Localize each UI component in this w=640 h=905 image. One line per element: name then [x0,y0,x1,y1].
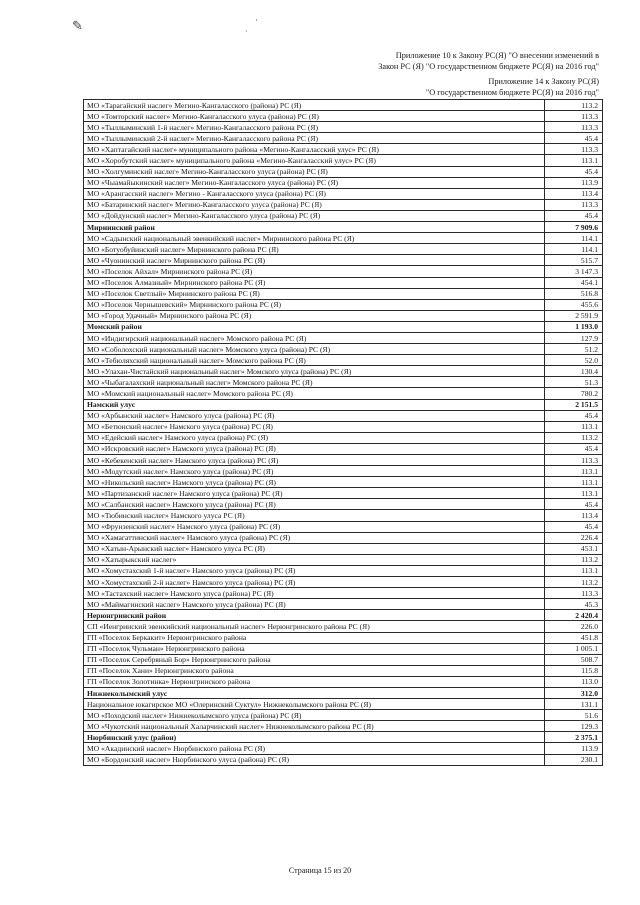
municipality-name-cell: МО «Момский национальный наслег» Момского района РС (Я) [84,388,545,399]
table-row [84,355,603,366]
district-total-row [84,732,603,743]
table-row [84,388,603,399]
page-number: Страница 15 из 20 [288,866,352,875]
municipality-name-cell: МО «Индигирский национальный наслег» Момского района РС (Я) [84,332,545,343]
municipality-name-cell: МО «Арангасский наслег» Мегино - Кангаласского улуса (района) РС (Я) [84,188,545,199]
amount-cell: 780.2 [545,388,603,399]
budget-allocation-table [83,99,603,766]
municipality-name-cell: ГП «Поселок Беркакит» Нерюнгринского района [84,632,545,643]
table-row [84,455,603,466]
amount-cell: 515.7 [545,255,603,266]
amount-cell: 114.1 [545,233,603,244]
district-total-row [84,687,603,698]
amount-cell: 2 375.1 [545,732,603,743]
table-row [84,233,603,244]
amount-cell: 3 147.3 [545,266,603,277]
table-row [84,488,603,499]
table-row [84,377,603,388]
amount-cell: 113.3 [545,199,603,210]
municipality-name-cell: МО «Город Удачный» Мирнинского района РС (Я) [84,310,545,321]
amount-cell: 113.3 [545,588,603,599]
amount-cell: 113.0 [545,676,603,687]
amount-cell: 113.1 [545,421,603,432]
municipality-name-cell: ГП «Поселок Хани» Нерюнгринского района [84,665,545,676]
municipality-name-cell: МО «Томторский наслег» Мегино-Кангаласского улуса (района) РС (Я) [84,111,545,122]
amount-cell: 45.3 [545,599,603,610]
municipality-name-cell: Национальное юкагирское МО «Олеринский Суктул» Нижнеколымского района РС (Я) [84,699,545,710]
table-row [84,699,603,710]
table-row [84,632,603,643]
amount-cell: 131.1 [545,699,603,710]
municipality-name-cell: Нерюнгринский район [84,610,545,621]
amount-cell: 453.1 [545,543,603,554]
amount-cell: 312.0 [545,687,603,698]
table-row [84,543,603,554]
amount-cell: 45.4 [545,499,603,510]
appendix-subheader-line: "О государственном бюджете РС(Я) на 2016 год" [425,88,599,97]
table-row [84,344,603,355]
municipality-name-cell: МО «Чыбагалахский национальный наслег» Момского района РС (Я) [84,377,545,388]
municipality-name-cell: Нижнеколымский улус [84,687,545,698]
municipality-name-cell: МО «Акадинский наслег» Нюрбинского района РС (Я) [84,743,545,754]
municipality-name-cell: МО «Чыамайыкинский наслег» Мегино-Кангаласского улуса (района) РС (Я) [84,177,545,188]
amount-cell: 45.4 [545,133,603,144]
amount-cell: 45.4 [545,410,603,421]
amount-cell: 1 193.0 [545,321,603,332]
table-row [84,133,603,144]
amount-cell: 113.3 [545,111,603,122]
municipality-name-cell: МО «Тыллыминский 2-й наслег» Мегино-Кангаласского района РС (Я) [84,133,545,144]
municipality-name-cell: ГП «Поселок Серебряный Бор» Нерюнгринского района [84,654,545,665]
municipality-name-cell: МО «Поселок Чернышевский» Мирнинского района РС (Я) [84,299,545,310]
municipality-name-cell: МО «Хатын-Арынский наслег» Намского улуса РС (Я) [84,543,545,554]
municipality-name-cell: МО «Поселок Алмазный» Мирнинского района РС (Я) [84,277,545,288]
table-body [84,100,603,766]
table-row [84,499,603,510]
amount-cell: 451.8 [545,632,603,643]
table-row [84,665,603,676]
table-row [84,643,603,654]
table-row [84,477,603,488]
municipality-name-cell: МО «Дойдунский наслег» Мегино-Кангаласского улуса (района) РС (Я) [84,210,545,221]
municipality-name-cell: МО «Тастахский наслег» Намского улуса (района) РС (Я) [84,588,545,599]
amount-cell: 45.4 [545,443,603,454]
table-row [84,676,603,687]
appendix-subheader-line: Приложение 14 к Закону РС(Я) [488,77,599,86]
table-row [84,577,603,588]
amount-cell: 516.8 [545,288,603,299]
amount-cell: 2 420.4 [545,610,603,621]
municipality-name-cell: МО «Партизанский наслег» Намского улуса (района) РС (Я) [84,488,545,499]
municipality-name-cell: МО «Чуонинский наслег» Мирнинского района РС (Я) [84,255,545,266]
municipality-name-cell: МО «Тарагайский наслег» Мегино-Кангаласского (района) РС (Я) [84,100,545,111]
amount-cell: 508.7 [545,654,603,665]
table-row [84,710,603,721]
amount-cell: 113.2 [545,432,603,443]
municipality-name-cell: МО «Тебюляхский национальный наслег» Момского района РС (Я) [84,355,545,366]
table-row [84,188,603,199]
municipality-name-cell: МО «Батаринский наслег» Мегино-Кангаласского улуса (района) РС (Я) [84,199,545,210]
table-row [84,443,603,454]
table-row [84,743,603,754]
municipality-name-cell: МО «Бетюнский наслег» Намского улуса (района) РС (Я) [84,421,545,432]
municipality-name-cell: МО «Тюбинский наслег» Намского улуса РС (Я) [84,510,545,521]
amount-cell: 51.3 [545,377,603,388]
table-row [84,599,603,610]
municipality-name-cell: МО «Хаптагайский наслег» муниципального района «Мегино-Кангаласский улус» РС (Я) [84,144,545,155]
table-row [84,166,603,177]
amount-cell: 45.4 [545,210,603,221]
municipality-name-cell: МО «Хамагаттинский наслег» Намского улуса (района) РС (Я) [84,532,545,543]
scan-artifact-dot: · [245,27,248,36]
table-row [84,100,603,111]
amount-cell: 113.3 [545,455,603,466]
amount-cell: 113.2 [545,577,603,588]
table-row [84,466,603,477]
table-row [84,288,603,299]
municipality-name-cell: МО «Никольский наслег» Намского улуса (района) РС (Я) [84,477,545,488]
amount-cell: 455.6 [545,299,603,310]
municipality-name-cell: МО «Чукотский национальный Халарчинский наслег» Нижнеколымского района РС (Я) [84,721,545,732]
municipality-name-cell: МО «Кебекенский наслег» Намского улуса (района) РС (Я) [84,455,545,466]
table-row [84,621,603,632]
amount-cell: 45.4 [545,166,603,177]
municipality-name-cell: МО «Маймагинский наслег» Намского улуса (района) РС (Я) [84,599,545,610]
table-row [84,332,603,343]
appendix-header-line: Приложение 10 к Закону РС(Я) "О внесении изменений в [395,51,599,60]
table-row [84,432,603,443]
municipality-name-cell: Момский район [84,321,545,332]
amount-cell: 130.4 [545,366,603,377]
amount-cell: 113.1 [545,466,603,477]
amount-cell: 51.2 [545,344,603,355]
amount-cell: 2 591.9 [545,310,603,321]
municipality-name-cell: МО «Ботуобуйинский наслег» Мирнинского района РС (Я) [84,244,545,255]
municipality-name-cell: СП «Иенгринский эвенкийский национальный наслег» Нерюнгринского района РС (Я) [84,621,545,632]
district-total-row [84,399,603,410]
district-total-row [84,222,603,233]
amount-cell: 129.3 [545,721,603,732]
table-row [84,122,603,133]
table-row [84,366,603,377]
table-row [84,155,603,166]
district-total-row [84,321,603,332]
municipality-name-cell: МО «Поселок Айхал» Мирнинского района РС (Я) [84,266,545,277]
municipality-name-cell: МО «Арбынский наслег» Намского улуса (района) РС (Я) [84,410,545,421]
amount-cell: 226.4 [545,532,603,543]
amount-cell: 226.0 [545,621,603,632]
amount-cell: 45.4 [545,521,603,532]
table-row [84,210,603,221]
table-row [84,588,603,599]
amount-cell: 113.1 [545,488,603,499]
table-row [84,255,603,266]
amount-cell: 113.4 [545,188,603,199]
table-row [84,565,603,576]
municipality-name-cell: ГП «Поселок Чульман» Нерюнгринского района [84,643,545,654]
amount-cell: 113.1 [545,155,603,166]
table-row [84,532,603,543]
amount-cell: 113.3 [545,122,603,133]
table-row [84,266,603,277]
table-row [84,554,603,565]
amount-cell: 113.9 [545,177,603,188]
municipality-name-cell: МО «Хатырыкский наслег» [84,554,545,565]
table-row [84,721,603,732]
amount-cell: 127.9 [545,332,603,343]
municipality-name-cell: МО «Тыллыминский 1-й наслег» Мегино-Кангаласского района РС (Я) [84,122,545,133]
table-row [84,754,603,765]
appendix-subheader [426,76,599,98]
municipality-name-cell: МО «Садынский национальный эвенкийский наслег» Мирнинского района РС (Я) [84,233,545,244]
table-row [84,510,603,521]
table-row [84,310,603,321]
amount-cell: 7 909.6 [545,222,603,233]
municipality-name-cell: МО «Искровский наслег» Намского улуса (района) РС (Я) [84,443,545,454]
municipality-name-cell: МО «Соболохский национальный наслег» Момского улуса (района) РС (Я) [84,344,545,355]
municipality-name-cell: Мирнинский район [84,222,545,233]
amount-cell: 114.1 [545,244,603,255]
amount-cell: 51.6 [545,710,603,721]
amount-cell: 113.2 [545,554,603,565]
appendix-header [378,50,599,72]
table-row [84,277,603,288]
municipality-name-cell: МО «Бордонский наслег» Нюрбинского улуса (района) РС (Я) [84,754,545,765]
table-row [84,410,603,421]
municipality-name-cell: МО «Улахан-Чистайский национальный наслег» Момского улуса (района) РС (Я) [84,366,545,377]
scan-artifact-mark: ✎ [72,18,83,33]
amount-cell: 2 151.5 [545,399,603,410]
table-row [84,111,603,122]
amount-cell: 113.3 [545,144,603,155]
municipality-name-cell: МО «Фрунзенский наслег» Намского улуса (района) РС (Я) [84,521,545,532]
amount-cell: 1 005.1 [545,643,603,654]
amount-cell: 52.0 [545,355,603,366]
municipality-name-cell: МО «Салбанский наслег» Намского улуса (района) РС (Я) [84,499,545,510]
table-row [84,199,603,210]
municipality-name-cell: ГП «Поселок Золотинка» Нерюнгринского района [84,676,545,687]
municipality-name-cell: МО «Холгуминский наслег» Мегино-Кангаласского улуса (района) РС (Я) [84,166,545,177]
amount-cell: 115.8 [545,665,603,676]
table-row [84,144,603,155]
municipality-name-cell: МО «Походский наслег» Нижнеколымского улуса (района) РС (Я) [84,710,545,721]
amount-cell: 113.1 [545,477,603,488]
amount-cell: 113.2 [545,100,603,111]
amount-cell: 230.1 [545,754,603,765]
table-row [84,177,603,188]
table-row [84,299,603,310]
table-row [84,654,603,665]
table-row [84,244,603,255]
municipality-name-cell: МО «Хоробутский наслег» муниципального района «Мегино-Кангаласский улус» РС (Я) [84,155,545,166]
municipality-name-cell: МО «Хомустахский 1-й наслег» Намского улуса (района) РС (Я) [84,565,545,576]
amount-cell: 454.1 [545,277,603,288]
table-row [84,521,603,532]
municipality-name-cell: Нюрбинский улус (район) [84,732,545,743]
municipality-name-cell: Намский улус [84,399,545,410]
district-total-row [84,610,603,621]
amount-cell: 113.1 [545,565,603,576]
municipality-name-cell: МО «Едейский наслег» Намского улуса (района) РС (Я) [84,432,545,443]
municipality-name-cell: МО «Хомустахский 2-й наслег» Намского улуса (района) РС (Я) [84,577,545,588]
municipality-name-cell: МО «Модутский наслег» Намского улуса (района) РС (Я) [84,466,545,477]
scan-artifact-dot: · [255,15,258,25]
municipality-name-cell: МО «Поселок Светлый» Мирнинского района РС (Я) [84,288,545,299]
appendix-header-line: Закон РС (Я) "О государственном бюджете РС(Я) на 2016 год" [378,62,599,71]
table-row [84,421,603,432]
amount-cell: 113.4 [545,510,603,521]
amount-cell: 113.9 [545,743,603,754]
